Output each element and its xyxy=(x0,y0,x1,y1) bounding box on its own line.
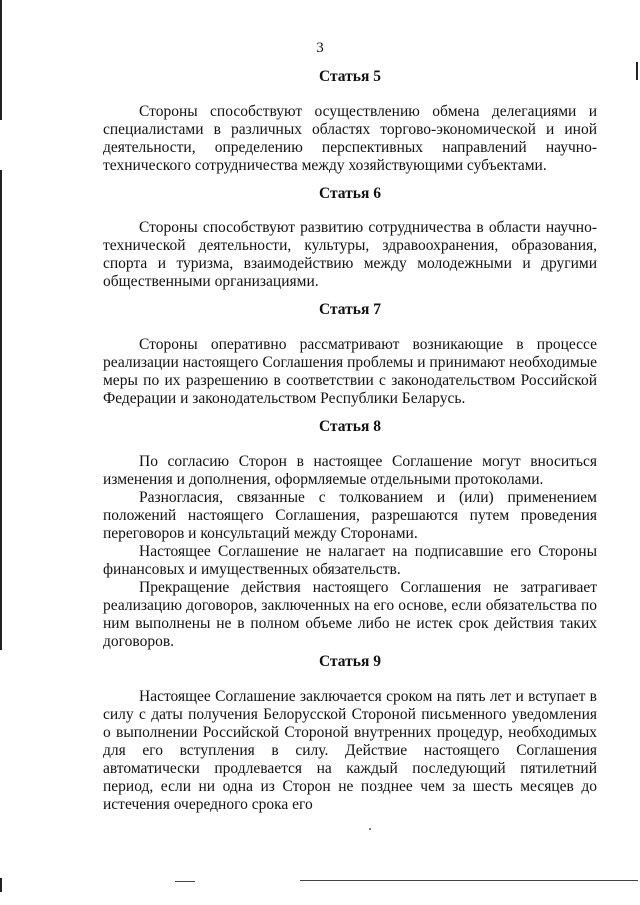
article-7-paragraph: Стороны оперативно рассматривают возникающие в процессе реализации настоящего Соглашения проблемы и принимают необходимые меры по их разрешению в соответствии с законодательством Российской Федерации и законодательством Республики Беларусь. xyxy=(103,336,597,407)
article-8-paragraph-2: Разногласия, связанные с толкованием и (или) применением положений настоящего Соглашения, разрешаются путем проведения переговоров и консультаций между Сторонами. xyxy=(103,489,597,542)
article-8-paragraph-3: Настоящее Соглашение не налагает на подписавшие его Стороны финансовых и имущественных обязательств. xyxy=(103,543,597,578)
scan-edge-mark xyxy=(0,170,2,650)
article-8-heading: Статья 8 xyxy=(319,418,381,435)
scan-edge-mark xyxy=(0,878,2,892)
article-6-heading: Статья 6 xyxy=(319,185,381,202)
scan-speck xyxy=(369,828,371,830)
page-number: 3 xyxy=(316,40,324,56)
scan-bottom-rule xyxy=(175,881,195,882)
article-7-heading: Статья 7 xyxy=(319,301,381,318)
article-9-heading: Статья 9 xyxy=(319,653,381,670)
article-5-heading: Статья 5 xyxy=(319,68,381,85)
article-6-paragraph: Стороны способствуют развитию сотрудничества в области научно-технической деятельности, культуры, здравоохранения, образования, спорта и туризма, взаимодействию между молодежными и другими общественными организациями. xyxy=(103,219,597,290)
article-8-paragraph-4: Прекращение действия настоящего Соглашения не затрагивает реализацию договоров, заключенных на его основе, если обязательства по ним выполнены не в полном объеме либо не истек срок действия таких договоров. xyxy=(103,579,597,650)
scan-edge-mark xyxy=(0,0,2,120)
article-8-paragraph-1: По согласию Сторон в настоящее Соглашение могут вноситься изменения и дополнения, оформляемые отдельными протоколами. xyxy=(103,453,597,488)
article-5-paragraph: Стороны способствуют осуществлению обмена делегациями и специалистами в различных областях торгово-экономической и иной деятельности, определению перспективных направлений научно-технического сотрудничества между хозяйствующими субъектами. xyxy=(103,103,597,174)
scan-bottom-rule xyxy=(300,880,638,881)
article-9-paragraph: Настоящее Соглашение заключается сроком на пять лет и вступает в силу с даты получения Белорусской Стороной письменного уведомления о выполнении Российской Стороной внутренних процедур, необходимых для его вступления в силу. Действие настоящего Соглашения автоматически продлевается на каждый последующий пятилетний период, если ни одна из Сторон не позднее чем за шесть месяцев до истечения очередного срока его xyxy=(103,688,597,813)
